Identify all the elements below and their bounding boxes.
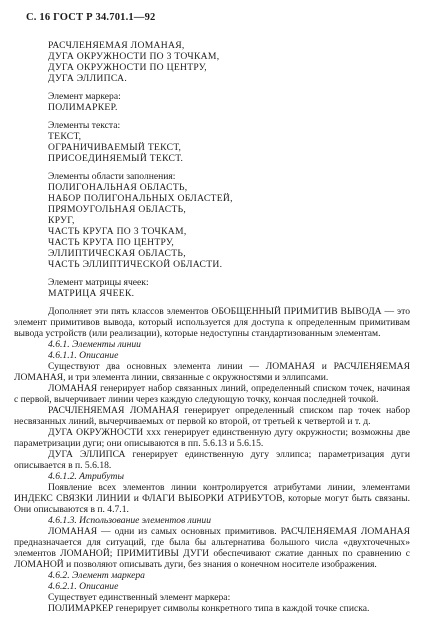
list-item: ДУГА ОКРУЖНОСТИ ПО ЦЕНТРУ,	[48, 62, 208, 73]
list-item: ДУГА ЭЛЛИПСА.	[48, 73, 128, 84]
subsection-heading-text: 4.6.1.2. Атрибуты	[48, 471, 124, 482]
paragraph: Дополняет эти пять классов элементов ОБОБЩЕННЫЙ ПРИМИТИВ ВЫВОДА — это элемент примитивов вывода, который используется для доступа к определенным примитивам вывода устройств (или реализации), которые недоступны стандартизованным элементам.	[14, 306, 410, 339]
list-item: КРУГ,	[48, 215, 75, 226]
paragraph: ДУГА ЭЛЛИПСА генерирует единственную дугу эллипса; параметризация дуги описывается в п. 5.6.18.	[14, 449, 410, 471]
page-body	[14, 40, 410, 614]
subsection-heading	[14, 471, 410, 482]
list-item: ПОЛИГОНАЛЬНАЯ ОБЛАСТЬ,	[48, 182, 188, 193]
section-heading	[14, 570, 410, 581]
list-item: ПОЛИМАРКЕР.	[48, 102, 118, 113]
subsection-heading	[14, 581, 410, 592]
subsection-heading	[14, 515, 410, 526]
paragraph: Существует единственный элемент маркера:	[48, 592, 231, 603]
paragraph: ПОЛИМАРКЕР генерирует символы конкретного типа в каждой точке списка.	[48, 603, 370, 614]
list-item: ОГРАНИЧИВАЕМЫЙ ТЕКСТ,	[48, 142, 182, 153]
text-elements-section	[14, 120, 410, 164]
page-header: С. 16 ГОСТ Р 34.701.1—92	[26, 12, 156, 23]
list-item: ТЕКСТ,	[48, 131, 82, 142]
list-item: МАТРИЦА ЯЧЕЕК.	[48, 288, 135, 299]
subsection-heading-text: 4.6.1.3. Использование элементов линии	[48, 515, 211, 526]
marker-element-section	[14, 91, 410, 113]
line-elements-list	[14, 40, 410, 84]
list-item: ДУГА ОКРУЖНОСТИ ПО 3 ТОЧКАМ,	[48, 51, 220, 62]
cell-array-section	[14, 277, 410, 299]
list-item: ПРЯМОУГОЛЬНАЯ ОБЛАСТЬ,	[48, 204, 187, 215]
subsection-heading-text: 4.6.1.1. Описание	[48, 350, 119, 361]
paragraph: Появление всех элементов линии контролируется атрибутами линии, элементами ИНДЕКС СВЯЗКИ ЛИНИИ и ФЛАГИ ВЫБОРКИ АТРИБУТОВ, которые могут быть связаны. Они описываются в п. 4.7.1.	[14, 482, 410, 515]
list-item: ЧАСТЬ КРУГА ПО ЦЕНТРУ,	[48, 237, 175, 248]
paragraph: РАСЧЛЕНЯЕМАЯ ЛОМАНАЯ генерирует определенный списком пар точек набор несвязанных линий, вычерчиваемых от первой ко второй, от третьей к четвертой и т. д.	[14, 405, 410, 427]
list-item: ЧАСТЬ ЭЛЛИПТИЧЕСКОЙ ОБЛАСТИ.	[48, 259, 223, 270]
paragraph: ДУГА ОКРУЖНОСТИ ххх генерирует единственную дугу окружности; возможны две параметризации дуги; они описываются в пп. 5.6.13 и 5.6.15.	[14, 427, 410, 449]
list-item: ЭЛЛИПТИЧЕСКАЯ ОБЛАСТЬ,	[48, 248, 186, 259]
section-heading	[14, 339, 410, 350]
paragraph: ЛОМАНАЯ генерирует набор связанных линий, определенный списком точек, начиная с первой, вычерчивает линии через каждую следующую точку, кончая последней точкой.	[14, 383, 410, 405]
paragraph: ЛОМАНАЯ — одни из самых основных примитивов. РАСЧЛЕНЯЕМАЯ ЛОМАНАЯ предназначается для ситуаций, где была бы альтернатива большого числа «двухточечных» элементов ЛОМАНОЙ; ПРИМИТИВЫ ДУГИ обеспечивают сжатие данных по сравнению с ЛОМАНОЙ и позволяют описывать дуги, без знания о конечном носителе изображения.	[14, 526, 410, 570]
list-item: ЧАСТЬ КРУГА ПО 3 ТОЧКАМ,	[48, 226, 187, 237]
section-label: Элемент маркера:	[48, 91, 121, 102]
section-label: Элементы области заполнения:	[48, 171, 176, 182]
paragraph: Существуют два основных элемента линии — ЛОМАНАЯ и РАСЧЛЕНЯЕМАЯ ЛОМАНАЯ, и три элемента линии, связанные с окружностями и эллипсами.	[14, 361, 410, 383]
subsection-heading	[14, 350, 410, 361]
list-item: НАБОР ПОЛИГОНАЛЬНЫХ ОБЛАСТЕЙ,	[48, 193, 233, 204]
section-heading-text: 4.6.2. Элемент маркера	[48, 570, 145, 581]
fill-elements-section	[14, 171, 410, 270]
subsection-heading-text: 4.6.2.1. Описание	[48, 581, 119, 592]
list-item: РАСЧЛЕНЯЕМАЯ ЛОМАНАЯ,	[48, 40, 185, 51]
section-label: Элемент матрицы ячеек:	[48, 277, 149, 288]
list-item: ПРИСОЕДИНЯЕМЫЙ ТЕКСТ.	[48, 153, 184, 164]
section-heading-text: 4.6.1. Элементы линии	[48, 339, 141, 350]
section-label: Элементы текста:	[48, 120, 121, 131]
